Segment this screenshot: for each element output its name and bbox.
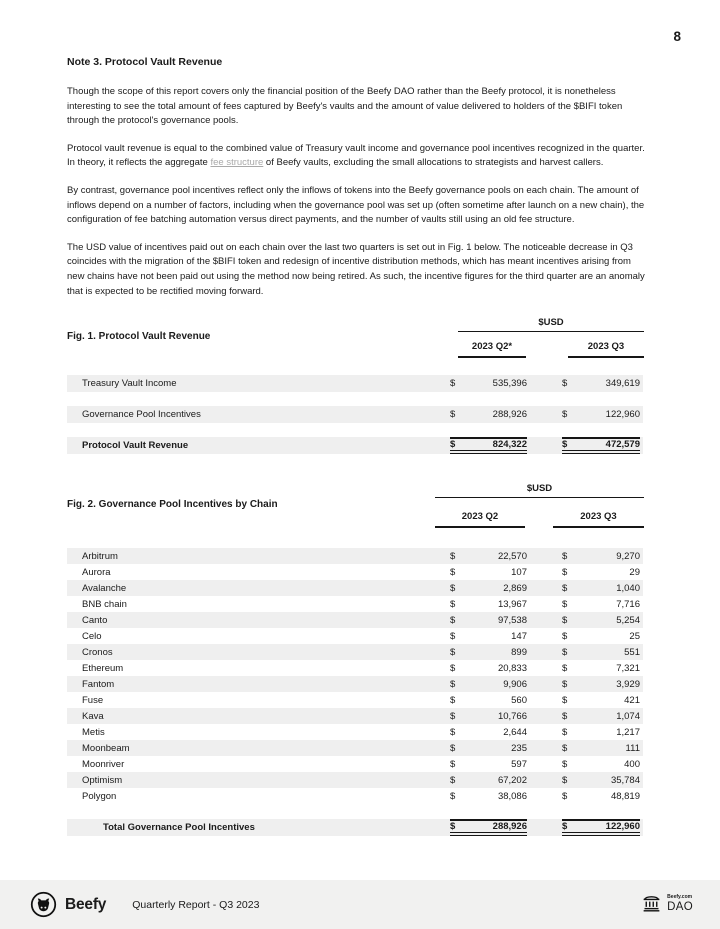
fig2-column-q3: 2023 Q3 — [553, 511, 644, 528]
currency-symbol: $ — [450, 550, 456, 562]
chain-label: Cronos — [82, 646, 113, 658]
fig1-title: Fig. 1. Protocol Vault Revenue — [67, 331, 211, 343]
q3-value: 1,040 — [616, 582, 640, 594]
currency-symbol: $ — [450, 774, 456, 786]
dao-label: DAO — [667, 900, 693, 913]
fig2-body — [67, 548, 645, 804]
currency-symbol: $ — [562, 566, 568, 578]
table-row — [67, 788, 643, 804]
q2-value: 107 — [511, 566, 527, 578]
q2-value: 2,869 — [503, 582, 527, 594]
table-row — [67, 564, 643, 580]
q2-value: 38,086 — [497, 790, 527, 802]
paragraph-2 — [67, 142, 645, 171]
fig2-currency-header: $USD — [435, 483, 644, 498]
q2-value: 288,926 — [492, 409, 527, 421]
row-label: Treasury Vault Income — [82, 378, 177, 390]
currency-symbol: $ — [450, 439, 456, 451]
currency-symbol: $ — [562, 614, 568, 626]
currency-symbol: $ — [450, 582, 456, 594]
currency-symbol: $ — [562, 790, 568, 802]
q2-value: 535,396 — [492, 378, 527, 390]
q3-value: 1,074 — [616, 710, 640, 722]
currency-symbol: $ — [562, 630, 568, 642]
paragraph-2-pre: Protocol vault revenue is equal to the combined value of Treasury vault income and governance pool incentives recognized in the quarter. In theory, it reflects the aggregate — [67, 142, 645, 169]
q3-value: 400 — [624, 758, 640, 770]
q3-value: 7,321 — [616, 662, 640, 674]
table-row — [67, 644, 643, 660]
currency-symbol: $ — [562, 582, 568, 594]
table-row — [67, 375, 643, 392]
chain-label: Avalanche — [82, 582, 127, 594]
fig2-column-q2: 2023 Q2 — [435, 511, 525, 528]
q3-value: 9,270 — [616, 550, 640, 562]
beefy-cow-logo-icon — [30, 891, 57, 918]
chain-label: Ethereum — [82, 662, 124, 674]
currency-symbol: $ — [450, 821, 456, 833]
fig1-column-q2: 2023 Q2* — [458, 341, 526, 358]
dao-badge — [641, 892, 693, 918]
q2-value: 22,570 — [497, 550, 527, 562]
total-label: Protocol Vault Revenue — [82, 440, 189, 452]
currency-symbol: $ — [562, 726, 568, 738]
paragraph-1: Though the scope of this report covers only the financial position of the Beefy DAO rather than the Beefy protocol, it is nonetheless interesting to see the total amount of fees captured by Beefy's vaults and the amount of value delivered to holders of the $BIFI token through the protocol's governance pools. — [67, 86, 623, 127]
q3-value: 111 — [625, 742, 640, 754]
currency-symbol: $ — [562, 710, 568, 722]
currency-symbol: $ — [562, 758, 568, 770]
q2-value: 13,967 — [497, 598, 527, 610]
chain-label: Optimism — [82, 774, 123, 786]
currency-symbol: $ — [450, 566, 456, 578]
q2-value: 20,833 — [497, 662, 527, 674]
currency-symbol: $ — [562, 598, 568, 610]
q2-value: 560 — [511, 694, 527, 706]
fig2-governance-pool-incentives — [67, 479, 645, 836]
table-row — [67, 660, 643, 676]
q3-value: 349,619 — [605, 378, 640, 390]
chain-label: Canto — [82, 614, 108, 626]
fig2-header — [67, 479, 645, 529]
currency-symbol: $ — [562, 409, 568, 421]
row-label: Governance Pool Incentives — [82, 409, 201, 421]
q2-total: 288,926 — [492, 821, 527, 833]
note-heading: Note 3. Protocol Vault Revenue — [67, 56, 223, 68]
q2-value: 2,644 — [503, 726, 527, 738]
table-row — [67, 580, 643, 596]
currency-symbol: $ — [450, 758, 456, 770]
q2-value: 67,202 — [497, 774, 527, 786]
fig1-total-row — [67, 437, 643, 454]
fig2-total-row — [67, 819, 643, 836]
chain-label: Kava — [82, 710, 104, 722]
q3-value: 25 — [629, 630, 640, 642]
chain-label: Arbitrum — [82, 550, 118, 562]
paragraph-4: The USD value of incentives paid out on each chain over the last two quarters is set out in Fig. 1 below. The noticeable decrease in Q3 coincides with the migration of the $BIFI token and redesign of incentive distribution methods, which has meant incentives arising from new chains have not been paid out using the method now being retired. As such, the incentive figures for the third quarter are an anomaly that is expected to be rectified moving forward. — [67, 241, 645, 297]
chain-label: Fuse — [82, 694, 104, 706]
currency-symbol: $ — [562, 694, 568, 706]
brand-name: Beefy — [65, 895, 107, 913]
currency-symbol: $ — [450, 646, 456, 658]
q2-value: 97,538 — [497, 614, 527, 626]
currency-symbol: $ — [562, 646, 568, 658]
table-row — [67, 692, 643, 708]
paragraph-3: By contrast, governance pool incentives reflect only the inflows of tokens into the Beefy governance pools on each chain. The amount of inflows depend on a number of factors, including when the governance pool was set up (often sometime after launch on a new chain), the configuration of fee batching automation versus direct payments, and the number of vaults still using an old fee structure. — [67, 184, 645, 226]
q3-value: 7,716 — [616, 598, 640, 610]
currency-symbol: $ — [562, 774, 568, 786]
table-row — [67, 628, 643, 644]
currency-symbol: $ — [450, 726, 456, 738]
table-row — [67, 548, 643, 564]
report-title: Quarterly Report - Q3 2023 — [132, 898, 260, 911]
q3-value: 48,819 — [610, 790, 640, 802]
page-number: 8 — [673, 29, 681, 44]
table-row — [67, 406, 643, 423]
q3-total: 122,960 — [605, 821, 640, 833]
table-row — [67, 596, 643, 612]
chain-label: Polygon — [82, 790, 117, 802]
currency-symbol: $ — [450, 742, 456, 754]
table-row — [67, 756, 643, 772]
fig1-header — [67, 315, 645, 363]
currency-symbol: $ — [450, 409, 456, 421]
table-row — [67, 772, 643, 788]
table-row — [67, 708, 643, 724]
chain-label: Metis — [82, 726, 105, 738]
q3-value: 5,254 — [616, 614, 640, 626]
page-content — [67, 56, 645, 836]
currency-symbol: $ — [450, 694, 456, 706]
dao-site-label: Beefy.com — [667, 894, 693, 901]
bank-icon — [641, 892, 662, 918]
q2-total: 824,322 — [492, 439, 527, 451]
q3-value: 1,217 — [616, 726, 640, 738]
currency-symbol: $ — [450, 662, 456, 674]
q3-value: 122,960 — [605, 409, 640, 421]
q2-value: 147 — [511, 630, 527, 642]
q2-value: 899 — [511, 646, 527, 658]
currency-symbol: $ — [562, 662, 568, 674]
table-row — [67, 740, 643, 756]
currency-symbol: $ — [562, 550, 568, 562]
fig1-column-q3: 2023 Q3 — [568, 341, 644, 358]
fig1-currency-header: $USD — [458, 317, 644, 332]
table-row — [67, 676, 643, 692]
currency-symbol: $ — [562, 378, 568, 390]
fig2-title: Fig. 2. Governance Pool Incentives by Chain — [67, 499, 278, 511]
q2-value: 9,906 — [503, 678, 527, 690]
q2-value: 235 — [511, 742, 527, 754]
q3-value: 29 — [629, 566, 640, 578]
currency-symbol: $ — [562, 742, 568, 754]
q3-value: 35,784 — [610, 774, 640, 786]
table-row — [67, 724, 643, 740]
q3-value: 3,929 — [616, 678, 640, 690]
chain-label: Moonriver — [82, 758, 125, 770]
q2-value: 597 — [511, 758, 527, 770]
total-label: Total Governance Pool Incentives — [103, 822, 255, 834]
fee-structure-link[interactable]: fee structure — [210, 157, 264, 169]
q3-value: 551 — [624, 646, 640, 658]
q2-value: 10,766 — [497, 710, 527, 722]
currency-symbol: $ — [562, 678, 568, 690]
chain-label: Celo — [82, 630, 102, 642]
table-row — [67, 612, 643, 628]
chain-label: Fantom — [82, 678, 115, 690]
currency-symbol: $ — [450, 630, 456, 642]
currency-symbol: $ — [450, 614, 456, 626]
q3-value: 421 — [624, 694, 640, 706]
currency-symbol: $ — [562, 821, 568, 833]
currency-symbol: $ — [450, 378, 456, 390]
q3-total: 472,579 — [605, 439, 640, 451]
chain-label: Moonbeam — [82, 742, 130, 754]
currency-symbol: $ — [450, 678, 456, 690]
currency-symbol: $ — [562, 439, 568, 451]
fig1-protocol-vault-revenue — [67, 315, 645, 454]
page-footer — [0, 880, 720, 929]
currency-symbol: $ — [450, 598, 456, 610]
chain-label: BNB chain — [82, 598, 127, 610]
paragraph-2-post: of Beefy vaults, excluding the small allocations to strategists and harvest callers. — [263, 157, 604, 169]
currency-symbol: $ — [450, 790, 456, 802]
currency-symbol: $ — [450, 710, 456, 722]
chain-label: Aurora — [82, 566, 111, 578]
